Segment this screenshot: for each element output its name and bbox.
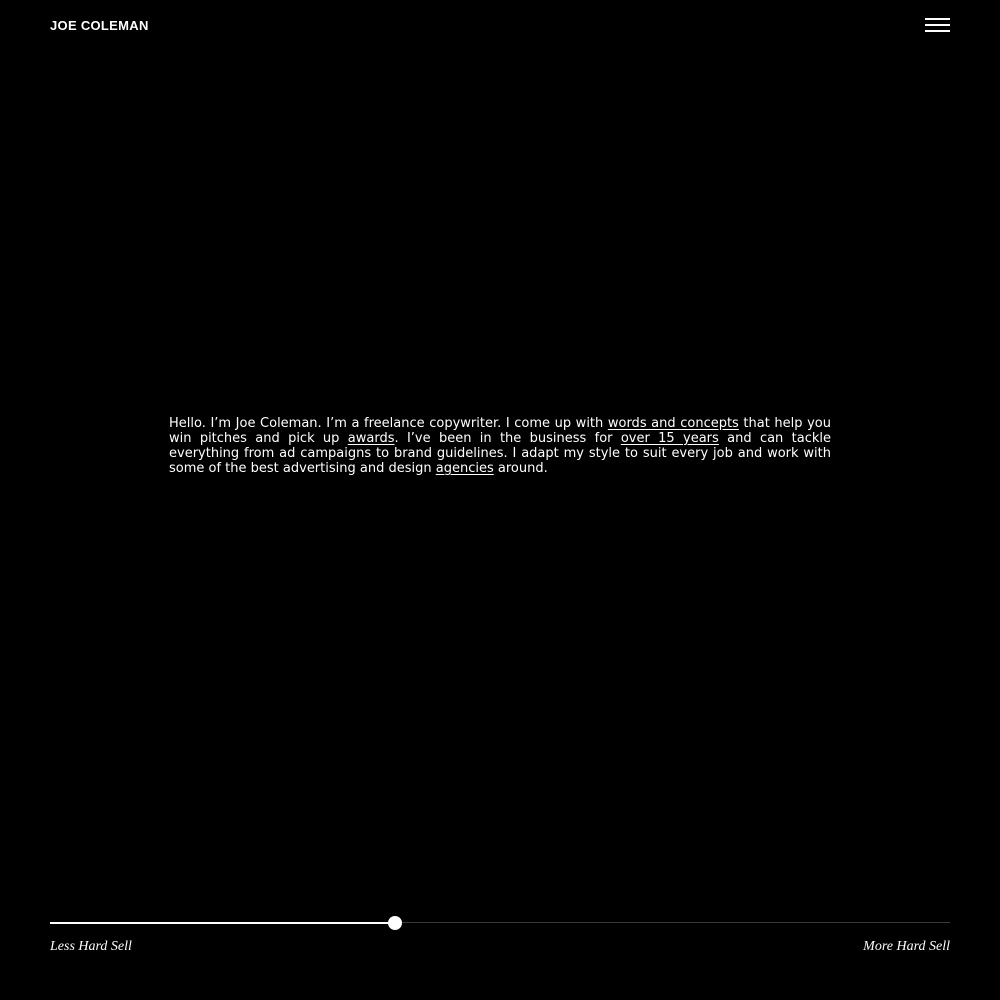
experience-link[interactable]: over 15 years	[620, 431, 719, 446]
awards-link[interactable]: awards	[347, 431, 395, 446]
hard-sell-slider[interactable]	[50, 913, 950, 933]
site-logo[interactable]: JOE COLEMAN	[50, 18, 149, 33]
menu-button[interactable]	[922, 14, 952, 36]
agencies-link[interactable]: agencies	[435, 461, 494, 476]
intro-text-5: around.	[493, 461, 548, 476]
slider-min-label: Less Hard Sell	[50, 939, 132, 954]
slider-thumb[interactable]	[388, 916, 402, 930]
slider-max-label: More Hard Sell	[863, 939, 950, 954]
slider-fill	[50, 922, 395, 924]
intro-text-4: and can tackle everything from ad campaigns to brand guidelines. I adapt my style to suit every job and work with some of the best advertising and design	[169, 431, 831, 476]
intro-text-1: Hello. I’m Joe Coleman. I’m a freelance copywriter. I come up with	[169, 416, 608, 431]
intro-paragraph	[169, 416, 831, 476]
intro-text-2: that help you win pitches and pick up	[169, 416, 831, 446]
words-and-concepts-link[interactable]: words and concepts	[607, 416, 739, 431]
intro-text-3: . I’ve been in the business for	[394, 431, 621, 446]
